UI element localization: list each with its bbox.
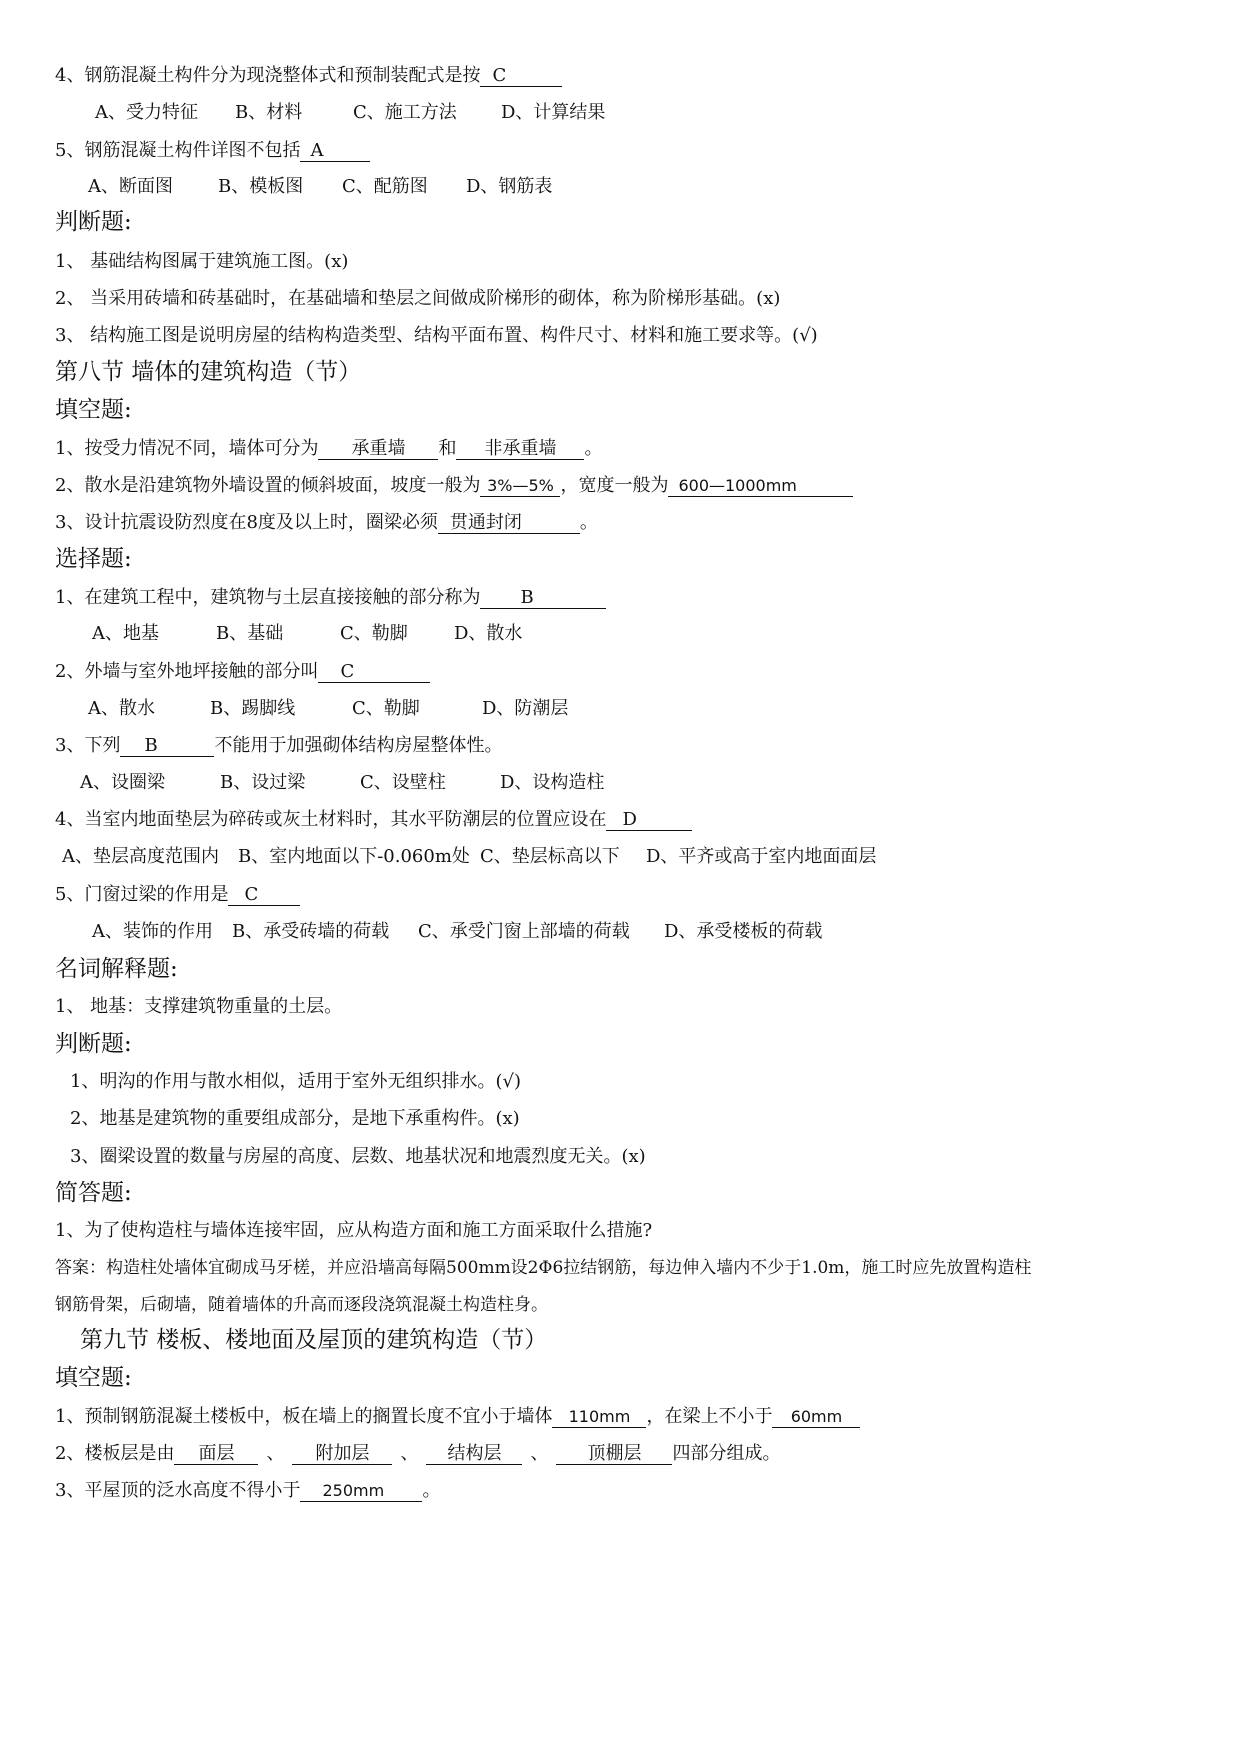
option-d: D、设构造柱 <box>500 772 605 793</box>
option-c: C、勒脚 <box>352 698 420 719</box>
option-b: B、承受砖墙的荷载 <box>232 921 390 942</box>
answer-blank: C <box>318 662 430 683</box>
answer-blank: 顶棚层 <box>556 1444 672 1465</box>
choice-q4-options <box>62 845 876 869</box>
fill-q3: 3、平屋顶的泛水高度不得小于 250mm 。 <box>55 1480 441 1501</box>
option-d: D、承受楼板的荷载 <box>664 921 823 942</box>
fill-heading: 填空题: <box>55 1365 132 1391</box>
answer-blank: 贯通封闭 <box>438 513 580 534</box>
choice-q2: 2、外墙与室外地坪接触的部分叫 C <box>55 660 430 684</box>
choice-q5: 5、门窗过梁的作用是 C <box>55 883 300 907</box>
choice-q1: 1、在建筑工程中，建筑物与土层直接接触的部分称为 B <box>55 586 606 610</box>
option-c: C、设壁柱 <box>360 772 446 793</box>
option-d: D、防潮层 <box>482 698 569 719</box>
option-c: C、配筋图 <box>342 176 428 197</box>
choice-q5-options <box>92 920 822 944</box>
option-a: A、地基 <box>92 623 159 644</box>
option-a: A、装饰的作用 <box>92 921 213 942</box>
q5-choice: 5、钢筋混凝土构件详图不包括 A <box>55 139 370 163</box>
answer-blank: C <box>228 885 300 906</box>
short-answer-line: 答案：构造柱处墙体宜砌成马牙槎，并应沿墙高每隔500mm设2Φ6拉结钢筋，每边伸入墙内不少于1.0m，施工时应先放置构造柱 <box>55 1258 1032 1278</box>
option-a: A、设圈梁 <box>80 772 165 793</box>
choice-heading: 选择题: <box>55 546 132 572</box>
answer-blank: 附加层 <box>292 1444 392 1465</box>
choice-q4: 4、当室内地面垫层为碎砖或灰土材料时，其水平防潮层的位置应设在 D <box>55 808 692 832</box>
answer-blank: C <box>480 66 562 87</box>
fill-q1: 1、按受力情况不同，墙体可分为 承重墙 和 非承重墙 。 <box>55 438 603 459</box>
option-b: B、踢脚线 <box>210 698 296 719</box>
option-b: B、设过梁 <box>220 772 306 793</box>
option-d: D、散水 <box>454 623 523 644</box>
choice-q3: 3、下列 B 不能用于加强砌体结构房屋整体性。 <box>55 735 503 756</box>
answer-blank: B <box>480 588 606 609</box>
option-b: B、室内地面以下-0.060m处 <box>238 846 470 867</box>
judge-heading: 判断题: <box>55 209 132 235</box>
answer-blank: D <box>606 810 692 831</box>
answer-blank: 非承重墙 <box>456 439 584 460</box>
fill-heading: 填空题: <box>55 397 132 423</box>
fill-q2: 2、散水是沿建筑物外墙设置的倾斜坡面，坡度一般为 3%—5% ，宽度一般为 600—1000mm <box>55 474 853 498</box>
short-answer-line: 钢筋骨架，后砌墙，随着墙体的升高而逐段浇筑混凝土构造柱身。 <box>55 1295 548 1315</box>
choice-q3-options <box>80 771 604 795</box>
q5-options <box>88 175 552 199</box>
answer-blank: 结构层 <box>426 1444 522 1465</box>
judge-item: 3、 结构施工图是说明房屋的结构构造类型、结构平面布置、构件尺寸、材料和施工要求等。(√) <box>55 325 818 346</box>
choice-q2-options <box>88 697 568 721</box>
option-a: A、垫层高度范围内 <box>62 846 219 867</box>
fill-q1: 1、预制钢筋混凝土楼板中，板在墙上的搁置长度不宜小于墙体 110mm ，在梁上不小于 60mm <box>55 1405 860 1429</box>
answer-blank: 110mm <box>552 1407 646 1428</box>
answer-blank: 3%—5% <box>480 476 560 497</box>
option-b: B、材料 <box>235 102 303 123</box>
option-c: C、垫层标高以下 <box>480 846 620 867</box>
fill-q3: 3、设计抗震设防烈度在8度及以上时，圈梁必须 贯通封闭 。 <box>55 512 598 533</box>
option-a: A、受力特征 <box>95 102 198 123</box>
option-d: D、平齐或高于室内地面面层 <box>646 846 877 867</box>
option-a: A、断面图 <box>88 176 173 197</box>
answer-blank: 承重墙 <box>318 439 438 460</box>
option-c: C、勒脚 <box>340 623 408 644</box>
judge-item: 3、圈梁设置的数量与房屋的高度、层数、地基状况和地震烈度无关。(x) <box>70 1146 646 1167</box>
section-title: 第八节 墙体的建筑构造（节） <box>55 359 362 385</box>
option-b: B、模板图 <box>218 176 304 197</box>
option-b: B、基础 <box>216 623 284 644</box>
judge-item: 1、明沟的作用与散水相似，适用于室外无组织排水。(√) <box>70 1071 521 1092</box>
answer-blank: A <box>300 141 370 162</box>
judge-item: 1、 基础结构图属于建筑施工图。(x) <box>55 251 349 272</box>
judge-item: 2、地基是建筑物的重要组成部分，是地下承重构件。(x) <box>70 1108 520 1129</box>
option-c: C、施工方法 <box>353 102 457 123</box>
answer-blank: 60mm <box>772 1407 860 1428</box>
terms-item: 1、 地基：支撑建筑物重量的土层。 <box>55 996 343 1017</box>
answer-blank: B <box>120 736 214 757</box>
option-d: D、钢筋表 <box>466 176 553 197</box>
judge-heading: 判断题: <box>55 1031 132 1057</box>
q4-choice: 4、钢筋混凝土构件分为现浇整体式和预制装配式是按 C <box>55 64 562 88</box>
judge-item: 2、 当采用砖墙和砖基础时，在基础墙和垫层之间做成阶梯形的砌体，称为阶梯形基础。(x) <box>55 288 781 309</box>
answer-blank: 600—1000mm <box>668 476 853 497</box>
option-c: C、承受门窗上部墙的荷载 <box>418 921 630 942</box>
short-question: 1、为了使构造柱与墙体连接牢固，应从构造方面和施工方面采取什么措施? <box>55 1220 653 1241</box>
answer-blank: 面层 <box>174 1444 258 1465</box>
answer-blank: 250mm <box>300 1481 422 1502</box>
option-d: D、计算结果 <box>501 102 606 123</box>
short-answer-heading: 简答题: <box>55 1180 132 1206</box>
choice-q1-options <box>92 622 522 646</box>
terms-heading: 名词解释题: <box>55 956 178 982</box>
fill-q2: 2、楼板层是由 面层 、 附加层 、 结构层 、 顶棚层 四部分组成。 <box>55 1443 781 1464</box>
option-a: A、散水 <box>88 698 155 719</box>
section-title: 第九节 楼板、楼地面及屋顶的建筑构造（节） <box>80 1327 548 1353</box>
q4-options <box>95 101 605 125</box>
